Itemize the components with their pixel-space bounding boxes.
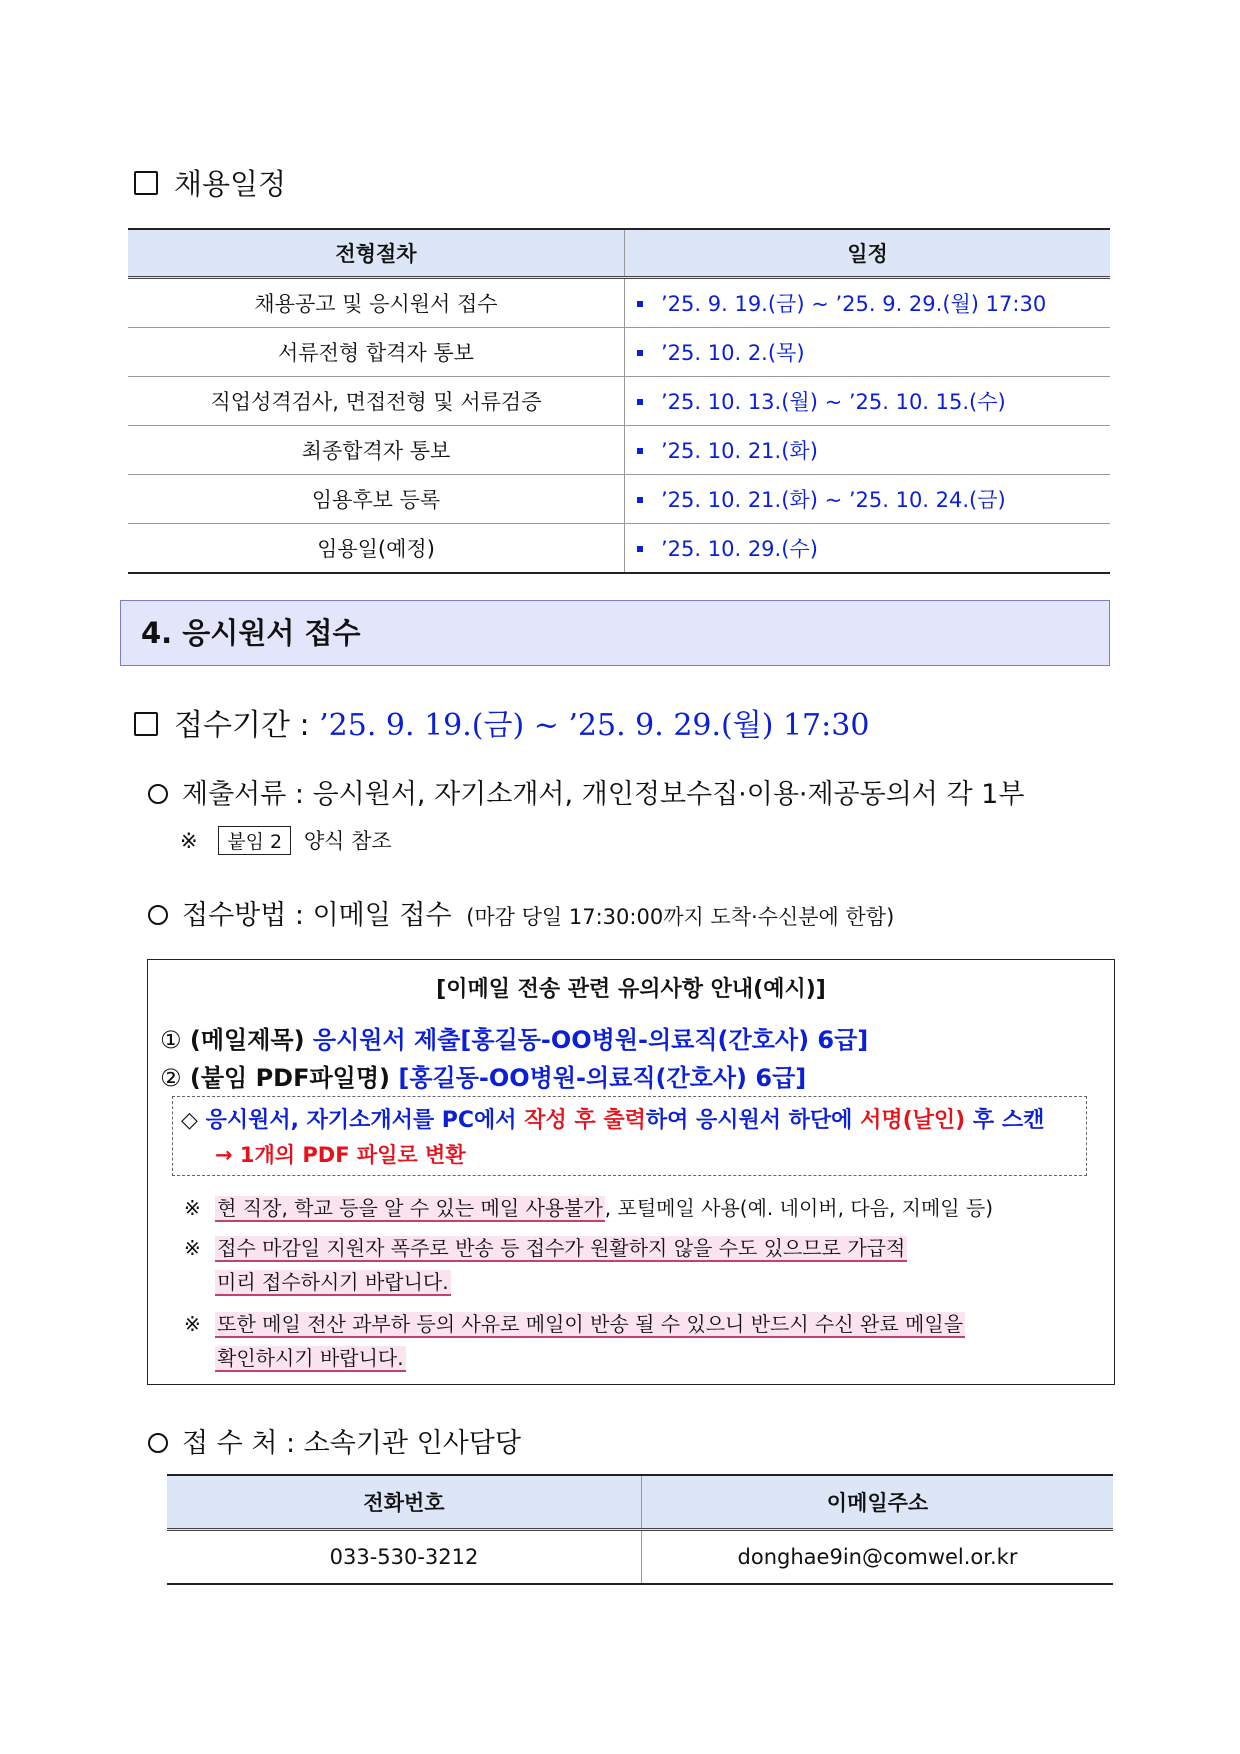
date-cell: ’25. 10. 21.(화) ~ ’25. 10. 24.(금)	[625, 475, 1111, 524]
schedule-table	[128, 228, 1110, 574]
phone-number: 033-530-3212	[167, 1530, 642, 1585]
step-cell: 서류전형 합격자 통보	[128, 328, 625, 377]
period-line: 접수기간 : ’25. 9. 19.(금) ~ ’25. 9. 29.(월) 17:30	[134, 700, 869, 744]
table-row	[128, 377, 1110, 426]
contact-table	[167, 1474, 1113, 1585]
period-value: ’25. 9. 19.(금) ~ ’25. 9. 29.(월) 17:30	[319, 708, 870, 743]
notice-title: [이메일 전송 관련 유의사항 안내(예시)]	[436, 977, 826, 1002]
table-header-row	[128, 229, 1110, 278]
table-row	[128, 524, 1110, 574]
circle-bullet-icon	[148, 784, 168, 804]
diamond-bullet-icon: ◇	[181, 1108, 198, 1133]
date-cell: ’25. 10. 29.(수)	[625, 524, 1111, 574]
date-cell: ’25. 10. 21.(화)	[625, 426, 1111, 475]
circle-bullet-icon	[148, 905, 168, 925]
note-line-2-cont: 미리 접수하시기 바랍니다.	[217, 1270, 449, 1294]
step-cell: 임용후보 등록	[128, 475, 625, 524]
scan-instruction-line: ◇ 응시원서, 자기소개서를 PC에서 작성 후 출력하여 응시원서 하단에 서명(날인) 후 스캔	[181, 1108, 1045, 1133]
date-cell: ’25. 10. 13.(월) ~ ’25. 10. 15.(수)	[625, 377, 1111, 426]
square-bullet-icon	[637, 399, 643, 405]
reference-mark: ※	[180, 829, 198, 853]
note-line-1: ※ 현 직장, 학교 등을 알 수 있는 메일 사용불가 , 포털메일 사용(예. 네이버, 다음, 지메일 등)	[184, 1196, 994, 1220]
table-row	[128, 278, 1110, 328]
checkbox-square-icon	[134, 171, 158, 195]
pdf-filename-example: [홍길동-OO병원-의료직(간호사) 6급]	[398, 1064, 807, 1092]
schedule-heading: 채용일정	[134, 162, 286, 203]
note-line-3: ※ 또한 메일 전산 과부하 등의 사유로 메일이 반송 될 수 있으니 반드시 수신 완료 메일을	[184, 1312, 964, 1336]
pdf-convert-line: → 1개의 PDF 파일로 변환	[215, 1143, 466, 1167]
pdf-filename-line: ② (붙임 PDF파일명) [홍길동-OO병원-의료직(간호사) 6급]	[160, 1064, 807, 1092]
documents-line: 제출서류 : 응시원서, 자기소개서, 개인정보수집·이용·제공동의서 각 1부	[148, 772, 1024, 811]
step-cell: 임용일(예정)	[128, 524, 625, 574]
method-line: 접수방법 : 이메일 접수 (마감 당일 17:30:00까지 도착·수신분에 한함)	[148, 893, 894, 932]
table-row	[128, 328, 1110, 377]
step-cell: 채용공고 및 응시원서 접수	[128, 278, 625, 328]
scan-instruction-box	[172, 1096, 1087, 1176]
attachment-tag: 붙임 2	[218, 826, 291, 855]
receiver-line: 접 수 처 : 소속기관 인사담당	[148, 1421, 521, 1460]
column-header-step: 전형절차	[128, 229, 625, 278]
form-reference-line: ※ 붙임 2 양식 참조	[180, 825, 392, 855]
step-cell: 최종합격자 통보	[128, 426, 625, 475]
table-row	[167, 1530, 1113, 1585]
circle-bullet-icon	[148, 1433, 168, 1453]
note-line-2: ※ 접수 마감일 지원자 폭주로 반송 등 접수가 원활하지 않을 수도 있으므로 가급적	[184, 1236, 906, 1260]
email-notice-box	[147, 959, 1115, 1385]
square-bullet-icon	[637, 350, 643, 356]
note-line-3-cont: 확인하시기 바랍니다.	[217, 1346, 404, 1370]
mail-subject-line: ① (메일제목) 응시원서 제출[홍길동-OO병원-의료직(간호사) 6급]	[160, 1026, 869, 1054]
step-cell: 직업성격검사, 면접전형 및 서류검증	[128, 377, 625, 426]
square-bullet-icon	[637, 448, 643, 454]
section-title: 4. 응시원서 접수	[141, 616, 361, 650]
square-bullet-icon	[637, 546, 643, 552]
checkbox-square-icon	[134, 712, 158, 736]
method-note: (마감 당일 17:30:00까지 도착·수신분에 한함)	[466, 905, 895, 929]
date-cell: ’25. 10. 2.(목)	[625, 328, 1111, 377]
mail-subject-example: 응시원서 제출[홍길동-OO병원-의료직(간호사) 6급]	[312, 1026, 869, 1054]
table-row	[128, 475, 1110, 524]
column-header-email: 이메일주소	[642, 1475, 1114, 1530]
table-header-row	[167, 1475, 1113, 1530]
date-cell: ’25. 9. 19.(금) ~ ’25. 9. 29.(월) 17:30	[625, 278, 1111, 328]
email-address[interactable]: donghae9in@comwel.or.kr	[642, 1530, 1114, 1585]
table-row	[128, 426, 1110, 475]
column-header-phone: 전화번호	[167, 1475, 642, 1530]
square-bullet-icon	[637, 301, 643, 307]
square-bullet-icon	[637, 497, 643, 503]
column-header-date: 일정	[625, 229, 1111, 278]
section-title-bar	[120, 600, 1110, 666]
